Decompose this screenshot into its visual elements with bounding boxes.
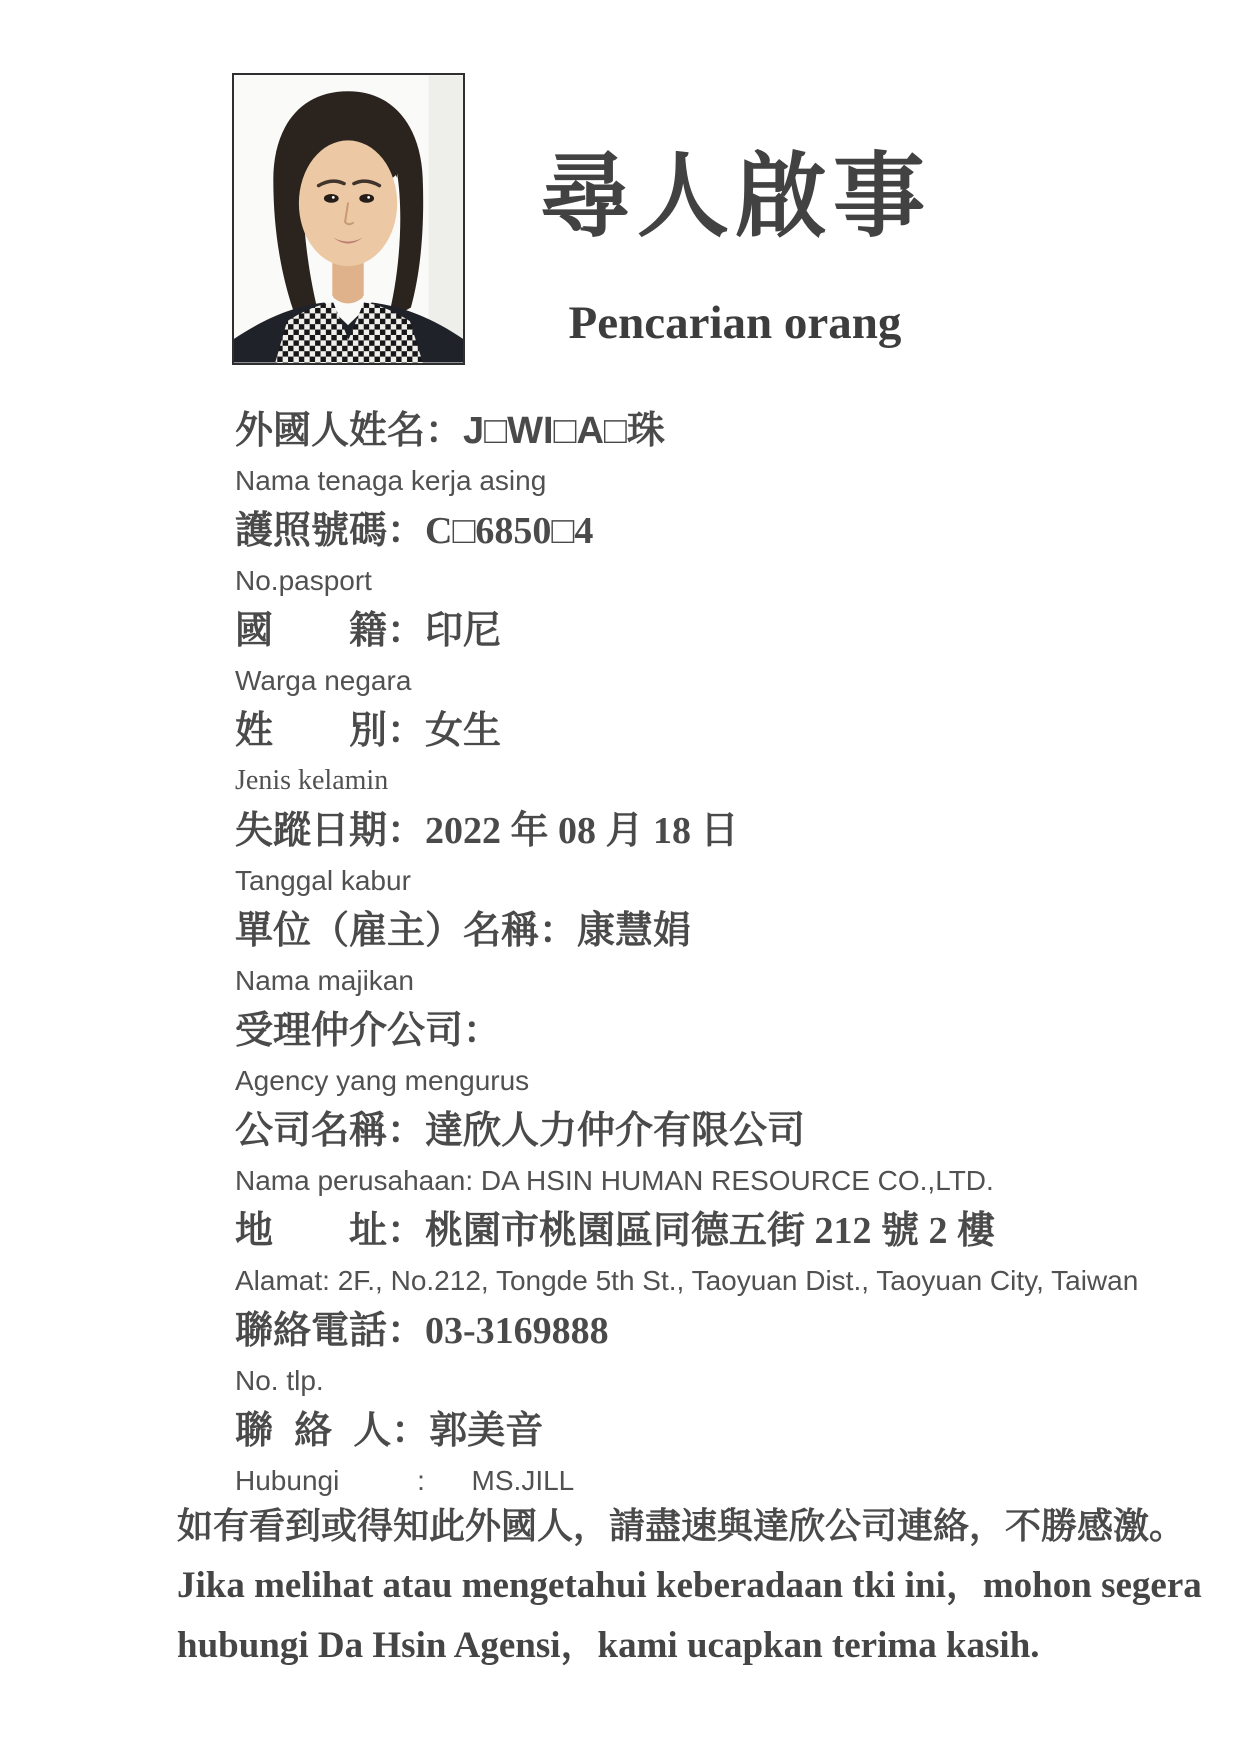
field-sublabel: Tanggal kabur <box>235 865 411 896</box>
field-accepting-agency <box>235 1004 1195 1104</box>
field-value: J□WI□A□珠 <box>463 410 665 452</box>
field-label: 護照號碼： <box>235 510 426 552</box>
field-value: 桃園市桃園區同德五街 212 號 2 樓 <box>425 1210 996 1252</box>
footer-line-zh: 如有看到或得知此外國人，請盡速與達欣公司連絡，不勝感激。 <box>177 1505 1186 1546</box>
page-title: 尋人啟事 <box>538 146 931 248</box>
field-label: 聯 絡 人： <box>235 1410 430 1452</box>
page-subtitle: Pencarian orang <box>568 297 902 349</box>
field-line <box>235 1004 1195 1058</box>
field-label: 受理仲介公司： <box>235 1010 502 1052</box>
field-gender <box>235 704 1195 804</box>
field-sublabel: No. tlp. <box>235 1365 324 1396</box>
field-label: 姓 別： <box>235 710 426 752</box>
field-contact-person <box>235 1404 1195 1504</box>
portrait-photo <box>232 73 465 365</box>
field-sublabel: Nama majikan <box>235 965 414 996</box>
field-line <box>235 1404 1195 1458</box>
field-line <box>235 404 1195 458</box>
portrait-illustration <box>234 75 463 363</box>
field-line <box>235 704 1195 758</box>
field-value: 03-3169888 <box>425 1310 609 1352</box>
field-value: 女生 <box>425 710 502 752</box>
field-line <box>235 604 1195 658</box>
field-label: 聯絡電話： <box>235 1310 426 1352</box>
field-sublabel: No.pasport <box>235 565 372 596</box>
field-sublabel: Nama perusahaan: DA HSIN HUMAN RESOURCE CO.,LTD. <box>235 1165 994 1196</box>
field-sublabel: Agency yang mengurus <box>235 1065 530 1096</box>
field-missing-date <box>235 804 1195 904</box>
field-address <box>235 1204 1195 1304</box>
field-employer-name <box>235 904 1195 1004</box>
field-passport-no <box>235 504 1195 604</box>
field-foreigner-name <box>235 404 1195 504</box>
field-phone <box>235 1304 1195 1404</box>
field-label: 單位（雇主）名稱： <box>235 910 578 952</box>
field-line <box>235 904 1195 958</box>
field-label: 國 籍： <box>235 610 426 652</box>
field-company-name <box>235 1104 1195 1204</box>
field-line <box>235 1204 1195 1258</box>
field-sublabel: Warga negara <box>235 665 412 696</box>
field-nationality <box>235 604 1195 704</box>
header <box>455 148 1015 348</box>
field-value: 印尼 <box>425 610 502 652</box>
field-line <box>235 504 1195 558</box>
footer-line-id-2: hubungi Da Hsin Agensi，kami ucapkan terima kasih. <box>177 1625 1040 1666</box>
field-label: 公司名稱： <box>235 1110 426 1152</box>
field-sublabel: Alamat: 2F., No.212, Tongde 5th St., Taoyuan Dist., Taoyuan City, Taiwan <box>235 1265 1139 1296</box>
field-line <box>235 1104 1195 1158</box>
field-line <box>235 804 1195 858</box>
field-value: 康慧娟 <box>577 910 692 952</box>
field-sublabel: Nama tenaga kerja asing <box>235 465 547 496</box>
field-value: 郭美音 <box>429 1410 544 1452</box>
footer-line-id-1: Jika melihat atau mengetahui keberadaan tki ini，mohon segera <box>177 1565 1202 1606</box>
field-sublabel: Hubungi : MS.JILL <box>235 1465 575 1496</box>
field-value: 達欣人力仲介有限公司 <box>425 1110 806 1152</box>
footer-appeal <box>177 1496 1202 1676</box>
field-line <box>235 1304 1195 1358</box>
field-value: C□6850□4 <box>425 510 594 552</box>
field-label: 地 址： <box>235 1210 426 1252</box>
field-value: 2022 年 08 月 18 日 <box>425 810 739 852</box>
field-label: 失蹤日期： <box>235 810 426 852</box>
field-label: 外國人姓名： <box>235 410 464 452</box>
field-sublabel: Jenis kelamin <box>235 765 389 796</box>
field-list <box>235 404 1195 1504</box>
